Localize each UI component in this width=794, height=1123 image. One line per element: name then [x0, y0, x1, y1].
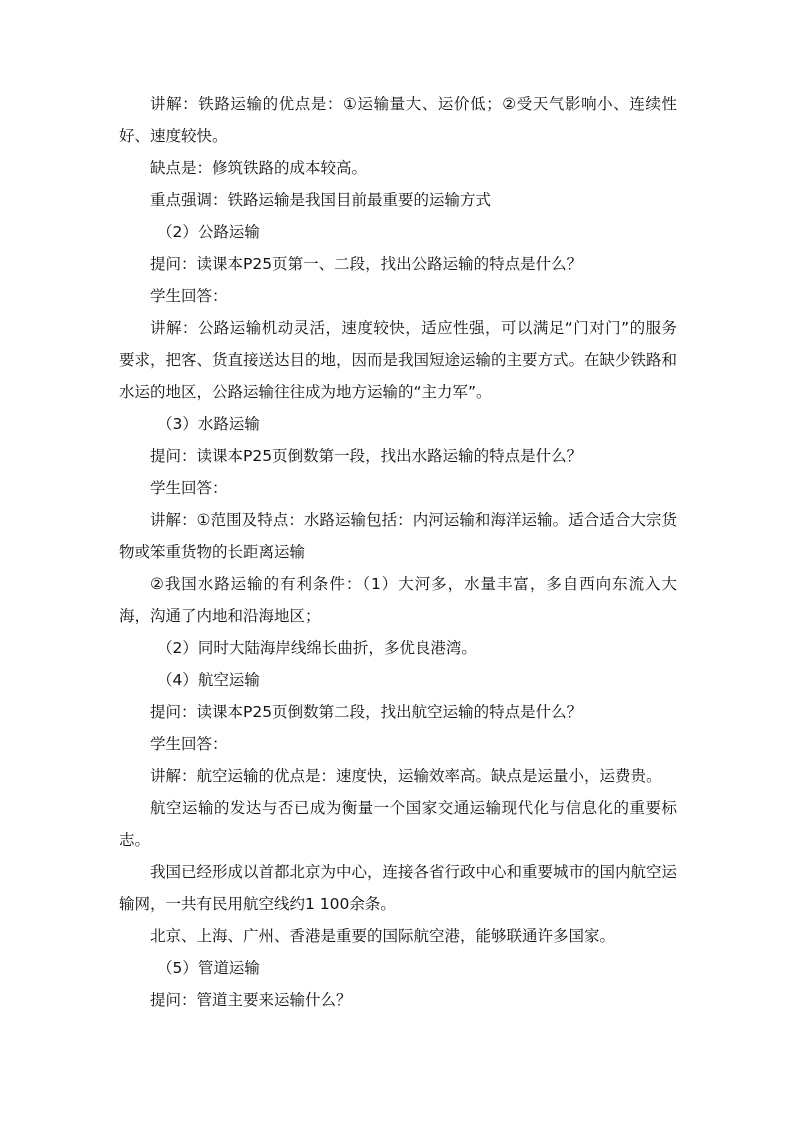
paragraph-highway-student-answer: 学生回答： [150, 287, 228, 305]
paragraph-waterway-conditions: ②我国水路运输的有利条件：（1）大河多，水量丰富，多自西向东流入大海，沟通了内地和沿海地区； [119, 575, 677, 625]
section-heading-pipeline: （5）管道运输 [157, 959, 260, 977]
paragraph-highway-explanation: 讲解：公路运输机动灵活，速度较快，适应性强，可以满足“门对门”的服务要求，把客、货直接送达目的地，因而是我国短途运输的主要方式。在缺少铁路和水运的地区，公路运输往往成为地方运输的“主力军”。 [119, 319, 678, 401]
paragraph-railway-explanation: 讲解：铁路运输的优点是：①运输量大、运价低；②受天气影响小、连续性好、速度较快。 [119, 95, 677, 145]
paragraph-highway-question: 提问：读课本P25页第一、二段，找出公路运输的特点是什么？ [150, 255, 583, 273]
section-heading-aviation: （4）航空运输 [157, 671, 260, 689]
paragraph-waterway-coastline: （2）同时大陆海岸线绵长曲折，多优良港湾。 [157, 639, 477, 657]
paragraph-waterway-explanation: 讲解：①范围及特点：水路运输包括：内河运输和海洋运输。适合适合大宗货物或笨重货物的长距离运输 [119, 511, 677, 561]
paragraph-aviation-student-answer: 学生回答： [150, 735, 228, 753]
paragraph-waterway-question: 提问：读课本P25页倒数第一段，找出水路运输的特点是什么？ [150, 447, 583, 465]
paragraph-waterway-student-answer: 学生回答： [150, 479, 228, 497]
paragraph-aviation-question: 提问：读课本P25页倒数第二段，找出航空运输的特点是什么？ [150, 703, 583, 721]
section-heading-highway: （2）公路运输 [157, 223, 260, 241]
document-body [119, 88, 677, 1016]
paragraph-aviation-explanation: 讲解：航空运输的优点是：速度快，运输效率高。缺点是运量小，运费贵。 [150, 767, 662, 785]
paragraph-aviation-hubs: 北京、上海、广州、香港是重要的国际航空港，能够联通许多国家。 [150, 927, 616, 945]
section-heading-waterway: （3）水路运输 [157, 415, 260, 433]
paragraph-aviation-significance: 航空运输的发达与否已成为衡量一个国家交通运输现代化与信息化的重要标志。 [119, 799, 677, 849]
paragraph-aviation-network: 我国已经形成以首都北京为中心，连接各省行政中心和重要城市的国内航空运输网，一共有民用航空线约1 100余条。 [119, 863, 678, 913]
paragraph-pipeline-question: 提问：管道主要来运输什么？ [150, 991, 352, 1009]
paragraph-railway-drawback: 缺点是：修筑铁路的成本较高。 [150, 159, 368, 177]
paragraph-railway-emphasis: 重点强调：铁路运输是我国目前最重要的运输方式 [150, 191, 492, 209]
